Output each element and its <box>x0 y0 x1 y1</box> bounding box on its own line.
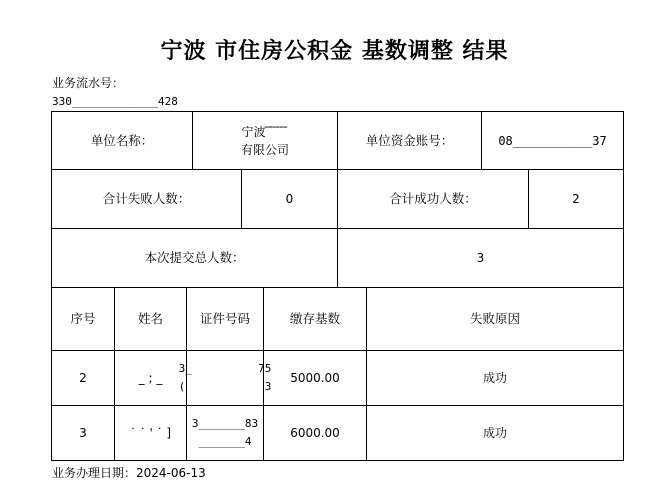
table-row-name: ˙ ˙ ' ˙ ] <box>114 405 187 461</box>
unit-name-line2: 有限公司 <box>240 142 289 157</box>
account-label: 单位资金账号： <box>337 111 482 170</box>
table-row-no: 2 <box>51 350 115 406</box>
id-line1: 3_______83 <box>191 417 259 430</box>
unit-name-label: 单位名称： <box>51 111 193 170</box>
id-line2: _______4 <box>198 435 252 448</box>
table-row-name: _ ; _ <box>114 350 187 406</box>
unit-name-line1: 宁波 ̄ ̄̄ ̄ ̄ ̄ ̄ <box>241 124 289 139</box>
fail-count-label: 合计失败人数： <box>51 169 242 229</box>
fail-count-value: 0 <box>241 169 338 229</box>
table-row-reason: 成功 <box>366 405 624 461</box>
success-count-value: 2 <box>528 169 624 229</box>
total-count-value: 3 <box>337 228 624 288</box>
page-title: 宁波 市住房公积金 基数调整 结果 <box>160 39 509 64</box>
serial-value: 330_____________428 <box>52 95 178 108</box>
header-id: 证件号码 <box>186 287 264 351</box>
table-row-base: 5000.00 <box>263 350 367 406</box>
account-value: 08___________37 <box>481 111 624 170</box>
total-count-label: 本次提交总人数： <box>51 228 338 288</box>
table-row-base: 6000.00 <box>263 405 367 461</box>
header-reason: 失败原因 <box>366 287 624 351</box>
header-no: 序号 <box>51 287 115 351</box>
table-row-id <box>186 405 264 461</box>
date-value: 2024-06-13 <box>136 466 206 480</box>
serial-label: 业务流水号： <box>52 76 125 90</box>
business-date <box>52 464 206 481</box>
success-count-label: 合计成功人数： <box>337 169 529 229</box>
table-row-no: 3 <box>51 405 115 461</box>
header-name: 姓名 <box>114 287 187 351</box>
unit-name-cell <box>192 111 338 170</box>
table-row-reason: 成功 <box>366 350 624 406</box>
header-base: 缴存基数 <box>263 287 367 351</box>
table-row-id <box>178 350 272 406</box>
id-line2: ( 3 <box>178 380 272 393</box>
id-line1: 3_ 75 <box>178 362 272 375</box>
date-label: 业务办理日期： <box>52 466 137 480</box>
